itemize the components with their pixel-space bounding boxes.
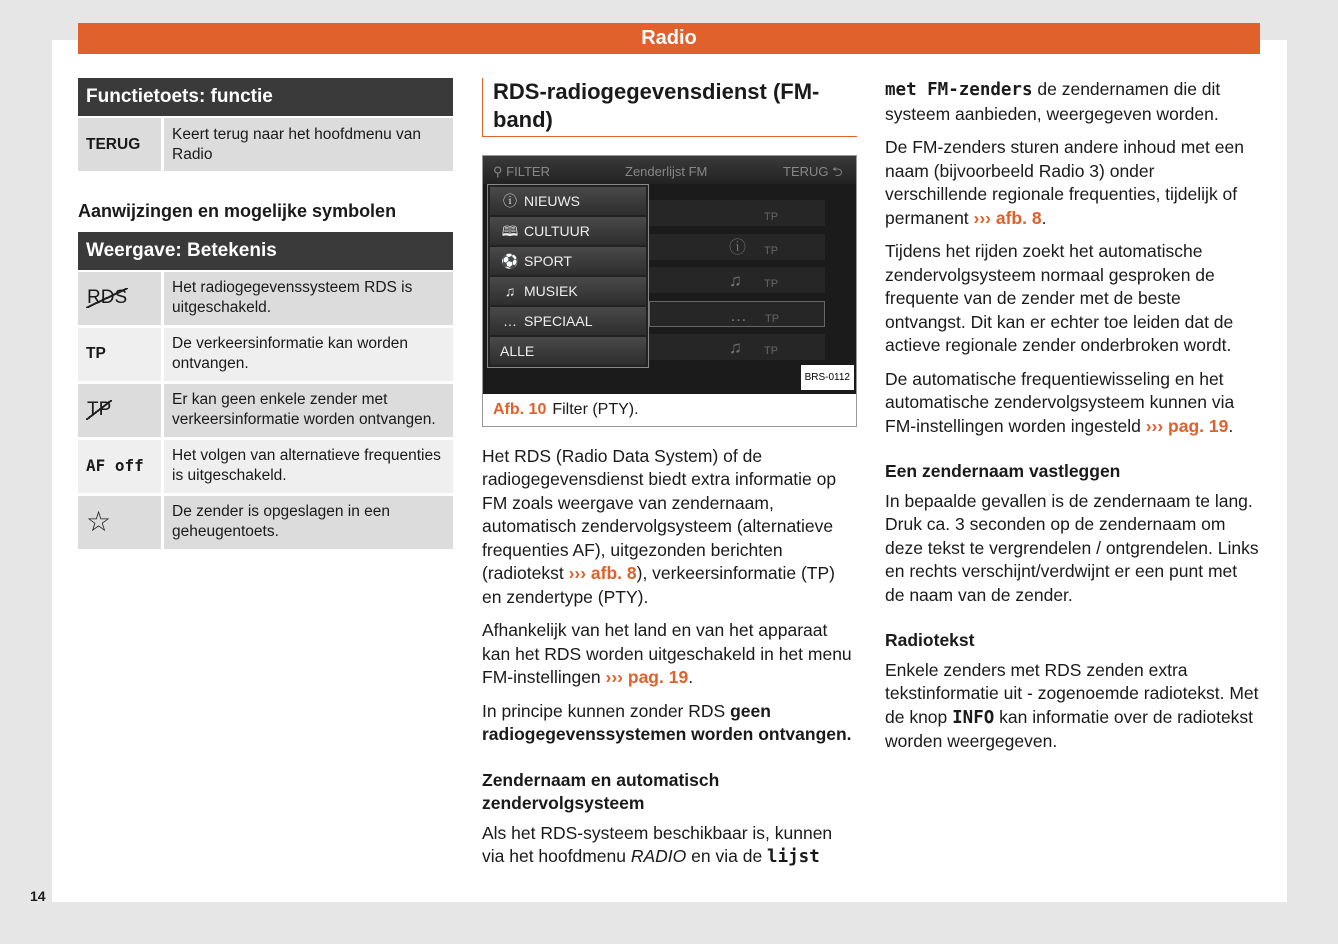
symbols-heading: Aanwijzingen en mogelijke symbolen [78, 201, 397, 221]
subheading: Radiotekst [885, 630, 975, 650]
text-segment: De automatische frequentiewisseling en het automatische zendervolgsysteem kunnen via FM-instellingen worden ingesteld [885, 368, 1235, 436]
table-row [78, 440, 453, 493]
radio-screen-image [483, 156, 856, 394]
info-icon: ⓘ [503, 193, 517, 209]
tp-label: TP [764, 244, 779, 257]
filter-menu-item[interactable] [490, 337, 646, 365]
table-value: Het volgen van alternatieve frequenties is uitgeschakeld. [164, 440, 453, 493]
back-tab: TERUG ⮌ [783, 164, 843, 179]
filter-menu-item[interactable] [490, 277, 646, 305]
table-value: Er kan geen enkele zender met verkeersinformatie worden ontvangen. [164, 384, 453, 437]
text-segment: Afhankelijk van het land en van het apparaat kan het RDS worden uitgeschakeld in het menu FM-instellingen [482, 620, 852, 687]
table-value: Het radiogegevenssysteem RDS is uitgeschakeld. [164, 272, 453, 325]
text-segment: Tijdens het rijden zoekt het automatische zendervolgsysteem normaal gesproken de frequente van de zender met de beste ontvangst. Dit kan er echter toe leiden dat de actieve regionale zender onderbroken wordt. [885, 241, 1234, 355]
screen-title: Zenderlijst FM [625, 164, 708, 179]
cross-reference-link[interactable]: ››› afb. 8 [568, 563, 637, 583]
text-segment: INFO [952, 707, 995, 728]
filter-menu-item[interactable] [490, 217, 646, 245]
tp-off-cell [78, 384, 164, 437]
paragraph [885, 490, 1260, 608]
station-row[interactable] [649, 234, 825, 260]
filter-menu-item[interactable] [490, 307, 646, 335]
filter-menu [487, 184, 649, 368]
paragraph [482, 700, 857, 747]
figure-caption: Afb. 10 Filter (PTY). [493, 401, 639, 418]
menu-item-label: SPORT [524, 253, 572, 269]
text-segment: De FM-zenders sturen andere inhoud met een naam (bijvoorbeeld Radio 3) onder verschillende regionale frequenties, tijdelijk of permanent [885, 137, 1244, 228]
function-table [78, 115, 453, 174]
rds-off-cell [78, 272, 164, 325]
tp-label: TP [764, 345, 779, 357]
table-row [78, 272, 453, 325]
section-title: RDS-radiogegevensdienst (FM-band) [482, 78, 857, 137]
text-segment: . [1228, 415, 1234, 436]
pty-icon: … [730, 305, 747, 325]
cross-reference-link[interactable]: ››› afb. 8 [973, 207, 1042, 228]
page-number: 14 [30, 888, 46, 904]
text-segment: de zendernamen die dit systeem aanbieden, weergegeven worden. [885, 79, 1221, 124]
paragraph [482, 445, 857, 610]
station-row[interactable] [649, 267, 825, 293]
paragraph [885, 240, 1260, 358]
text-segment: kan informatie over de radiotekst worden weergegeven. [885, 706, 1254, 751]
station-row[interactable] [649, 334, 825, 360]
tp-label: TP [764, 278, 779, 290]
text-segment: en via de [686, 846, 768, 866]
subheading: Een zendernaam vastleggen [885, 461, 1121, 481]
pty-icon: ⓘ [729, 237, 746, 257]
text-segment: In bepaalde gevallen is de zendernaam te lang. Druk ca. 3 seconden op de zendernaam om deze tekst te vergrendelen / ontgrendelen. Links en rechts verschijnt/verdwijnt er een punt met de naam van de zender. [885, 490, 1259, 605]
book-icon: 🕮 [501, 223, 519, 239]
star-icon: ☆ [78, 496, 164, 549]
pty-icon: ♫ [729, 338, 742, 357]
ellipsis-box-icon: … [503, 313, 517, 329]
filter-tab: ⚲ FILTER [493, 164, 550, 179]
af-off-label: AF off [78, 440, 164, 493]
cross-reference-link[interactable]: ››› pag. 19 [1145, 415, 1229, 436]
symbols-table [78, 269, 453, 552]
subheading: Zendernaam en automatisch zendervolgsysteem [482, 769, 720, 813]
menu-item-label: SPECIAAL [524, 313, 593, 329]
figure-code: BRS-0112 [801, 365, 854, 391]
station-row[interactable] [649, 301, 825, 327]
table-row [78, 118, 453, 171]
filter-menu-item[interactable] [490, 187, 646, 215]
table-row [78, 496, 453, 549]
figure [482, 155, 857, 427]
column-middle [482, 78, 857, 880]
tp-label: TP [765, 312, 780, 325]
text-segment: . [688, 667, 694, 687]
football-icon: ⚽ [501, 253, 519, 269]
table-value: De zender is opgeslagen in een geheugentoets. [164, 496, 453, 549]
table-value: Keert terug naar het hoofdmenu van Radio [164, 118, 453, 171]
tp-label: TP [764, 211, 779, 223]
tp-off-icon: TP [87, 399, 112, 420]
station-row[interactable] [649, 200, 825, 226]
text-segment: ), verkeersinformatie (TP) en zendertype (PTY). [482, 563, 835, 607]
text-segment: geen radiogegevenssystemen worden ontvangen. [482, 700, 852, 744]
paragraph [482, 619, 857, 690]
pty-icon: ♫ [729, 271, 742, 290]
text-segment: Als het RDS-systeem beschikbaar is, kunnen via het hoofdmenu [482, 822, 833, 866]
table-value: De verkeersinformatie kan worden ontvangen. [164, 328, 453, 381]
paragraph [885, 136, 1260, 230]
function-table-title: Functietoets: functie [78, 78, 453, 116]
text-segment: Het RDS (Radio Data System) of de radiogegevensdienst biedt extra informatie op FM zoals weergave van zendernaam, automatisch zendervolgsysteem (alternatieve frequenties AF), uitgezonden berichten (radiotekst [482, 445, 837, 583]
text-segment: In principe kunnen zonder RDS [482, 700, 731, 721]
filter-menu-item[interactable] [490, 247, 646, 275]
table-row [78, 328, 453, 381]
paragraph [885, 78, 1260, 126]
table-key: TERUG [78, 118, 164, 171]
text-segment: met FM-zenders [885, 80, 1033, 100]
menu-item-label: CULTUUR [524, 223, 590, 239]
section-header: Radio [78, 23, 1260, 54]
text-segment: Enkele zenders met RDS zenden extra tekstinformatie uit - zogenoemde radiotekst. Met de knop [885, 659, 1259, 727]
paragraph [885, 368, 1260, 439]
cross-reference-link[interactable]: ››› pag. 19 [605, 667, 689, 687]
menu-item-label: NIEUWS [524, 193, 580, 209]
paragraph [482, 822, 857, 870]
menu-item-label: MUSIEK [524, 283, 578, 299]
table-row [78, 384, 453, 437]
column-left [78, 78, 453, 552]
text-segment: lijst [767, 847, 820, 867]
column-right [885, 78, 1260, 764]
tp-label: TP [78, 328, 164, 381]
text-segment: RADIO [630, 846, 687, 866]
symbols-table-title: Weergave: Betekenis [78, 232, 453, 270]
paragraph [885, 659, 1260, 754]
music-icon: ♫ [504, 283, 516, 299]
rds-off-icon: RDS [87, 287, 128, 308]
menu-item-label: ALLE [500, 343, 535, 359]
text-segment: . [1041, 207, 1047, 228]
